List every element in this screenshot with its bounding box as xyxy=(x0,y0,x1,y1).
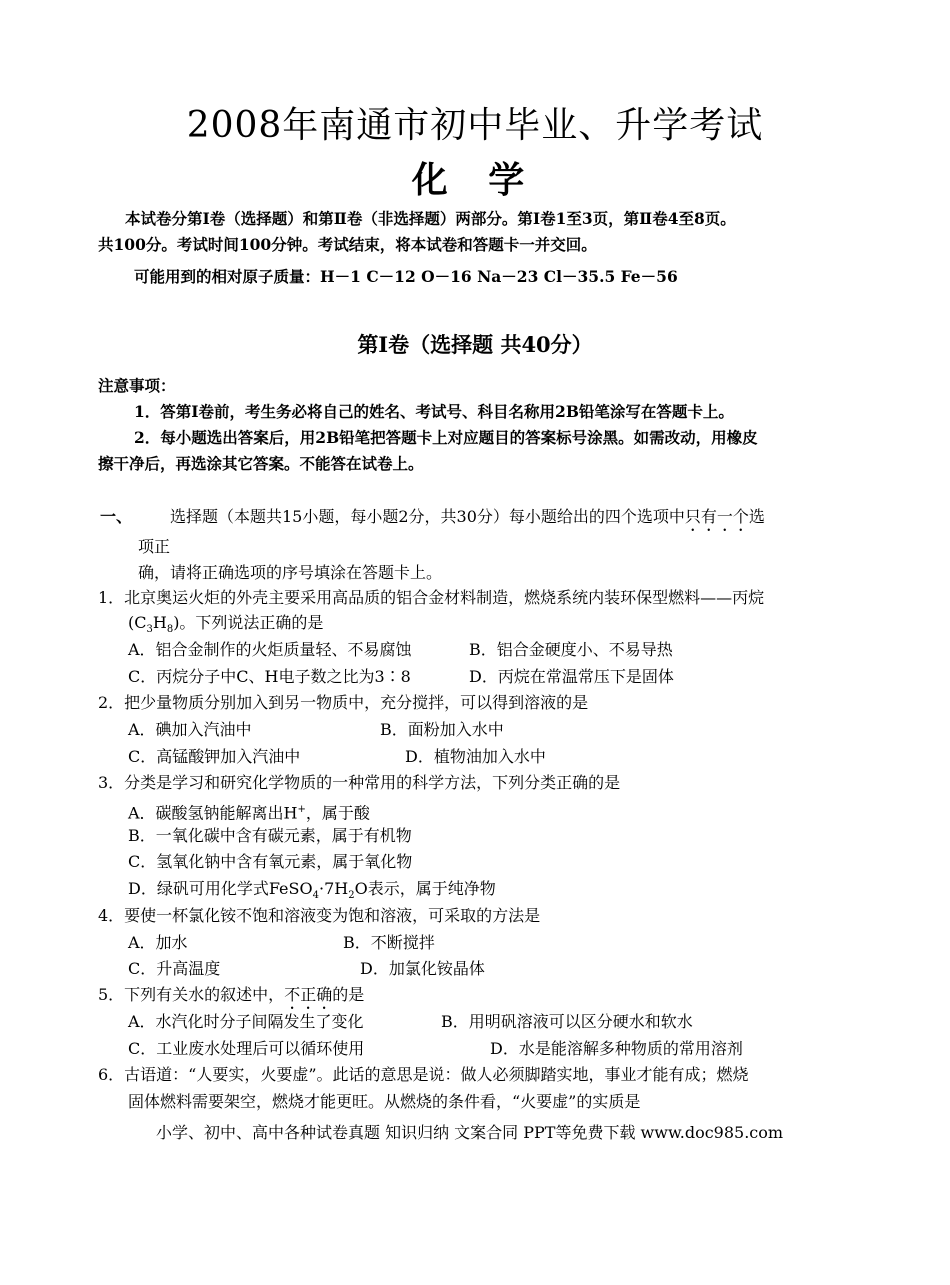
q3-option-a xyxy=(128,797,370,826)
q3-option-b: B．一氧化碳中含有碳元素，属于有机物 xyxy=(128,826,412,845)
q3-option-d-sub-2: 2 xyxy=(348,890,355,902)
q4-option-b: B．不断搅拌 xyxy=(343,933,435,952)
q5-option-d: D．水是能溶解多种物质的常用溶剂 xyxy=(490,1039,743,1058)
q5-option-b: B．用明矾溶液可以区分硬水和软水 xyxy=(441,1012,693,1031)
q6-stem-line-1: 6．古语道：“人要实，火要虚”。此话的意思是说：做人必须脚踏实地，事业才能有成；燃烧 xyxy=(98,1065,749,1084)
q2-stem: 2．把少量物质分别加入到另一物质中，充分搅拌，可以得到溶液的是 xyxy=(98,693,589,712)
note-2-line-2: 擦干净后，再选涂其它答案。不能答在试卷上。 xyxy=(98,454,424,473)
q5-stem-post: 的是 xyxy=(332,985,365,1004)
part-heading-line-2: 项正 xyxy=(138,537,171,556)
q2-option-c: C．高锰酸钾加入汽油中 xyxy=(128,747,301,766)
q4-option-a: A．加水 xyxy=(128,933,188,952)
q5-stem-pre: 5．下列有关水的叙述中， xyxy=(98,985,285,1004)
part-heading-emphasis: 只有一个 xyxy=(684,507,749,526)
q1-option-c: C．丙烷分子中C、H电子数之比为3∶8 xyxy=(128,667,411,686)
q2-option-b: B．面粉加入水中 xyxy=(380,720,504,739)
q1-option-a: A．铝合金制作的火炬质量轻、不易腐蚀 xyxy=(128,640,412,659)
intro-line-2: 共100分。考试时间100分钟。考试结束，将本试卷和答题卡一并交回。 xyxy=(98,235,597,254)
q1-stem-line-1: 1．北京奥运火炬的外壳主要采用高品质的铝合金材料制造，燃烧系统内装环保型燃料——丙烷 xyxy=(98,588,765,607)
q3-option-a-pre: A．碳酸氢钠能解离出H xyxy=(128,803,298,823)
q1-formula-sub-1: 3 xyxy=(146,624,153,636)
footer-ad: 小学、初中、高中各种试卷真题 知识归纳 文案合同 PPT等免费下载 www.doc985.com xyxy=(156,1123,784,1142)
q1-formula-sub-2: 8 xyxy=(166,624,174,636)
q3-option-d-post: O表示，属于纯净物 xyxy=(354,879,496,898)
q3-option-d-pre: D．绿矾可用化学式FeSO xyxy=(128,879,313,898)
subject-title: 化 学 xyxy=(411,159,539,201)
q1-formula-mid: H xyxy=(152,613,167,632)
notes-heading: 注意事项： xyxy=(98,376,176,395)
q1-option-b: B．铝合金硬度小、不易导热 xyxy=(469,640,673,659)
q3-option-a-post: ，属于酸 xyxy=(305,803,370,823)
part-heading-post: 选 xyxy=(748,507,765,526)
section-title: 第Ⅰ卷（选择题 共40分） xyxy=(357,332,593,357)
q4-option-c: C．升高温度 xyxy=(128,959,221,978)
note-1: 1．答第Ⅰ卷前，考生务必将自己的姓名、考试号、科目名称用2B铅笔涂写在答题卡上。 xyxy=(134,402,734,421)
q3-stem: 3．分类是学习和研究化学物质的一种常用的科学方法，下列分类正确的是 xyxy=(98,773,621,792)
q3-option-d-mid: ·7H xyxy=(318,879,349,898)
q1-formula-pre: (C xyxy=(128,613,147,632)
q5-option-a: A．水汽化时分子间隔发生了变化 xyxy=(128,1012,364,1031)
part-number: 一、 xyxy=(100,507,133,526)
note-2-line-1: 2．每小题选出答案后，用2B铅笔把答题卡上对应题目的答案标号涂黑。如需改动，用橡皮 xyxy=(134,428,758,447)
q2-option-d: D．植物油加入水中 xyxy=(405,747,546,766)
part-heading-line-3: 确，请将正确选项的序号填涂在答题卡上。 xyxy=(138,563,443,582)
exam-title: 2008年南通市初中毕业、升学考试 xyxy=(186,105,764,146)
part-heading-pre: 选择题（本题共15小题，每小题2分，共30分）每小题给出的四个选项中 xyxy=(170,507,685,526)
q5-stem-emphasis: 不正确 xyxy=(284,985,333,1004)
q1-option-d: D．丙烷在常温常压下是固体 xyxy=(469,667,674,686)
intro-line-1: 本试卷分第Ⅰ卷（选择题）和第Ⅱ卷（非选择题）两部分。第Ⅰ卷1至3页，第Ⅱ卷4至8页。 xyxy=(125,209,736,228)
q6-stem-line-2: 固体燃料需要架空，燃烧才能更旺。从燃烧的条件看，“火要虚”的实质是 xyxy=(128,1092,641,1111)
q4-option-d: D．加氯化铵晶体 xyxy=(360,959,485,978)
q4-stem: 4．要使一杯氯化铵不饱和溶液变为饱和溶液，可采取的方法是 xyxy=(98,906,541,925)
q1-formula-post: )。下列说法正确的是 xyxy=(173,613,324,632)
q5-option-c: C．工业废水处理后可以循环使用 xyxy=(128,1039,365,1058)
q3-option-c: C．氢氧化钠中含有氧元素，属于氧化物 xyxy=(128,852,413,871)
q2-option-a: A．碘加入汽油中 xyxy=(128,720,252,739)
q3-option-d-sub-1: 4 xyxy=(312,890,319,902)
q3-option-a-sup: + xyxy=(297,804,306,815)
part-heading xyxy=(170,504,765,535)
atomic-masses: 可能用到的相对原子质量：H－1 C－12 O－16 Na－23 Cl－35.5 Fe－56 xyxy=(134,267,678,286)
